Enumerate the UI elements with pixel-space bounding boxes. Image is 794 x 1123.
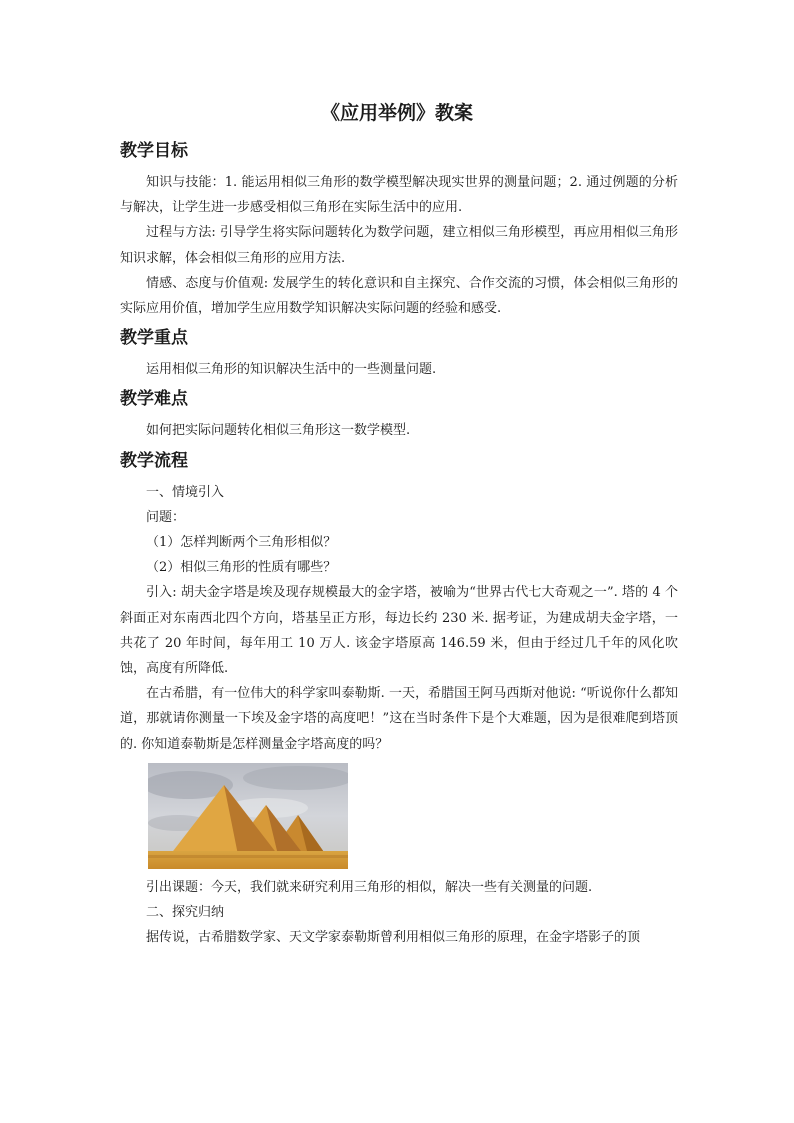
section-key-points <box>120 325 678 382</box>
paragraph: 引出课题：今天，我们就来研究利用三角形的相似，解决一些有关测量的问题. <box>146 879 593 895</box>
document-body <box>120 138 678 954</box>
paragraph: 运用相似三角形的知识解决生活中的一些测量问题. <box>146 362 437 378</box>
pyramid-photo <box>148 763 348 869</box>
paragraph: 一、情境引入 <box>146 484 225 500</box>
paragraph: 在古希腊，有一位伟大的科学家叫泰勒斯. 一天，希腊国王阿马西斯对他说: “听说你什么都知道，那就请你测量一下埃及金字塔的高度吧！”这在当时条件下是个大难题，因为是很难爬到塔顶的. 你知道泰勒斯是怎样测量金字塔高度的吗？ <box>120 686 678 752</box>
paragraph: （2）相似三角形的性质有哪些？ <box>146 560 337 576</box>
paragraph: 二、探究归纳 <box>146 905 225 921</box>
section-process <box>120 448 678 951</box>
paragraph: 过程与方法: 引导学生将实际问题转化为数学问题，建立相似三角形模型，再应用相似三角形知识求解，体会相似三角形的应用方法. <box>120 225 678 266</box>
heading-key-points: 教学重点 <box>120 328 188 349</box>
heading-objectives: 教学目标 <box>120 141 188 161</box>
paragraph: 问题： <box>146 509 186 525</box>
paragraph: 如何把实际问题转化相似三角形这一数学模型. <box>146 423 411 439</box>
paragraph: 引入: 胡夫金字塔是埃及现存规模最大的金字塔，被喻为“世界古代七大奇观之一”. 塔的 4 个斜面正对东南西北四个方向，塔基呈正方形，每边长约 230 米. 据考证，为建成胡夫金字塔，一共花了 20 年时间，每年用工 10 万人. 该金字塔原高 146.59 米，但由于经过几千年的风化吹蚀，高度有所降低. <box>120 585 678 677</box>
page-title: 《应用举例》教案 <box>320 102 473 124</box>
section-objectives <box>120 138 678 321</box>
paragraph: （1）怎样判断两个三角形相似？ <box>146 535 337 551</box>
paragraph: 据传说，古希腊数学家、天文学家泰勒斯曾利用相似三角形的原理，在金字塔影子的顶 <box>146 930 641 946</box>
paragraph: 情感、态度与价值观: 发展学生的转化意识和自主探究、合作交流的习惯，体会相似三角形的实际应用价值，增加学生应用数学知识解决实际问题的经验和感受. <box>120 275 678 317</box>
paragraph: 知识与技能：1. 能运用相似三角形的数学模型解决现实世界的测量问题；2. 通过例题的分析与解决，让学生进一步感受相似三角形在实际生活中的应用. <box>120 175 678 216</box>
heading-difficulty: 教学难点 <box>120 389 188 410</box>
section-difficulty <box>120 386 678 443</box>
heading-process: 教学流程 <box>120 450 188 471</box>
